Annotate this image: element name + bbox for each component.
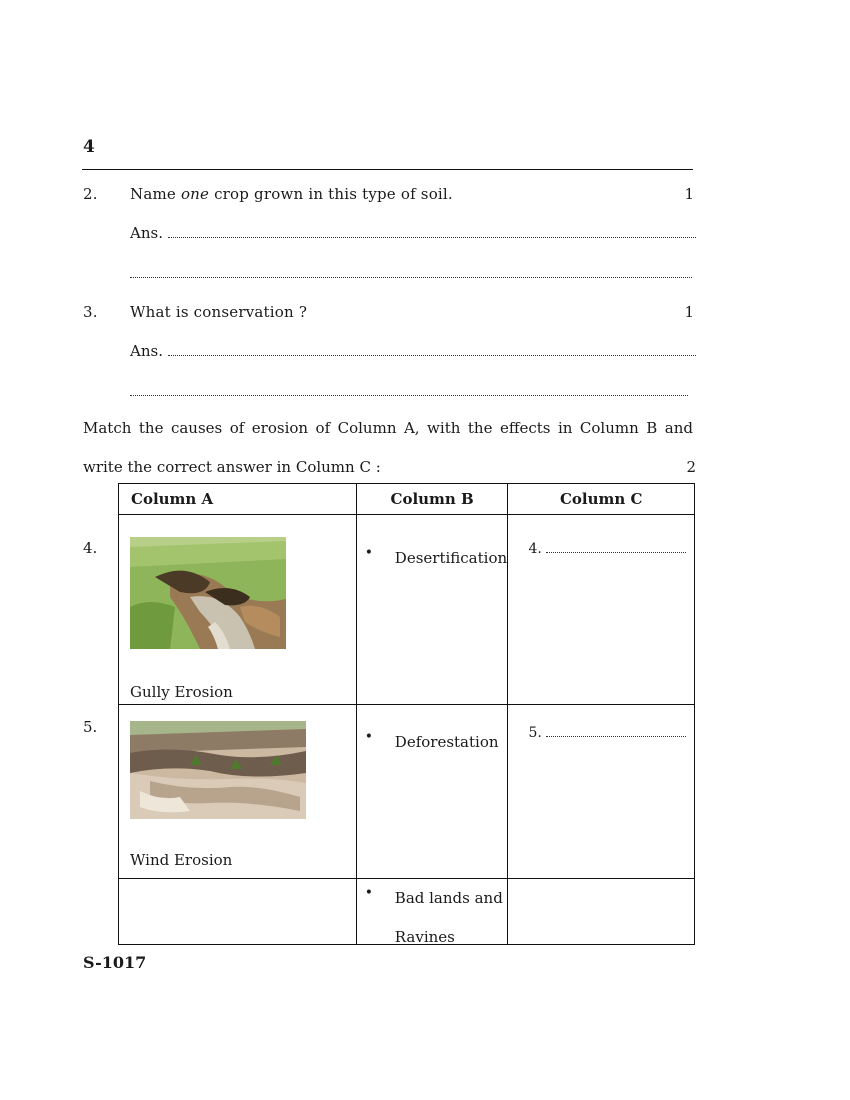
gully-erosion-image bbox=[130, 537, 356, 653]
question-2-number: 2. bbox=[83, 185, 98, 203]
question-3-marks: 1 bbox=[684, 303, 694, 321]
column-a-header: Column A bbox=[119, 484, 357, 515]
wind-erosion-caption: Wind Erosion bbox=[130, 851, 233, 869]
table-row bbox=[119, 705, 695, 879]
answer-dotted-line[interactable] bbox=[546, 724, 686, 737]
match-instruction: Match the causes of erosion of Column A, with the effects in Column B and write the correct answer in Column C : bbox=[83, 419, 693, 476]
column-a-cell bbox=[119, 879, 357, 945]
question-2-marks: 1 bbox=[684, 185, 694, 203]
table-header-row bbox=[119, 484, 695, 515]
column-a-cell bbox=[119, 705, 357, 879]
effect-deforestation: Deforestation bbox=[394, 733, 499, 751]
column-c-cell[interactable] bbox=[508, 705, 695, 879]
page-number: 4 bbox=[83, 137, 95, 157]
question-3-number: 3. bbox=[83, 303, 98, 321]
answer-2-line-2[interactable] bbox=[130, 263, 692, 282]
answer-dotted-line[interactable] bbox=[130, 383, 688, 396]
answer-4-label: 4. bbox=[528, 541, 542, 557]
match-marks: 2 bbox=[686, 458, 696, 476]
column-a-cell bbox=[119, 515, 357, 705]
answer-dotted-line[interactable] bbox=[168, 225, 696, 238]
answer-dotted-line[interactable] bbox=[130, 265, 692, 278]
effect-bad-lands-ravines: Bad lands and Ravines bbox=[394, 889, 503, 946]
paper-code: S-1017 bbox=[83, 953, 147, 972]
answer-4-field[interactable] bbox=[528, 540, 686, 557]
column-b-header: Column B bbox=[356, 484, 508, 515]
column-b-cell bbox=[356, 879, 508, 945]
header-rule bbox=[82, 169, 693, 170]
column-b-cell bbox=[356, 515, 508, 705]
gully-erosion-caption: Gully Erosion bbox=[130, 683, 233, 701]
column-c-header: Column C bbox=[508, 484, 695, 515]
question-2-text-post: crop grown in this type of soil. bbox=[209, 185, 453, 203]
question-2-text bbox=[130, 185, 453, 203]
row-4-number: 4. bbox=[83, 539, 98, 557]
table-row bbox=[119, 879, 695, 945]
column-c-cell bbox=[508, 879, 695, 945]
answer-5-label: 5. bbox=[528, 725, 542, 741]
column-b-cell bbox=[356, 705, 508, 879]
answer-label: Ans. bbox=[130, 224, 163, 242]
bullet-icon: • bbox=[364, 729, 374, 745]
question-2-text-emphasis: one bbox=[180, 185, 210, 203]
table-row bbox=[119, 515, 695, 705]
row-5-number: 5. bbox=[83, 718, 98, 736]
effect-desertification: Desertification bbox=[394, 549, 508, 567]
bullet-icon: • bbox=[364, 885, 374, 901]
bullet-icon: • bbox=[364, 545, 374, 561]
question-3-text: What is conservation ? bbox=[130, 303, 308, 321]
answer-dotted-line[interactable] bbox=[168, 343, 696, 356]
answer-dotted-line[interactable] bbox=[546, 540, 686, 553]
answer-2-line-1[interactable] bbox=[130, 224, 696, 242]
answer-3-line-1[interactable] bbox=[130, 342, 696, 360]
answer-label: Ans. bbox=[130, 342, 163, 360]
answer-5-field[interactable] bbox=[528, 724, 686, 741]
wind-erosion-image bbox=[130, 721, 356, 823]
column-c-cell[interactable] bbox=[508, 515, 695, 705]
match-table bbox=[118, 483, 695, 945]
answer-3-line-2[interactable] bbox=[130, 381, 688, 400]
question-2-text-pre: Name bbox=[130, 185, 181, 203]
